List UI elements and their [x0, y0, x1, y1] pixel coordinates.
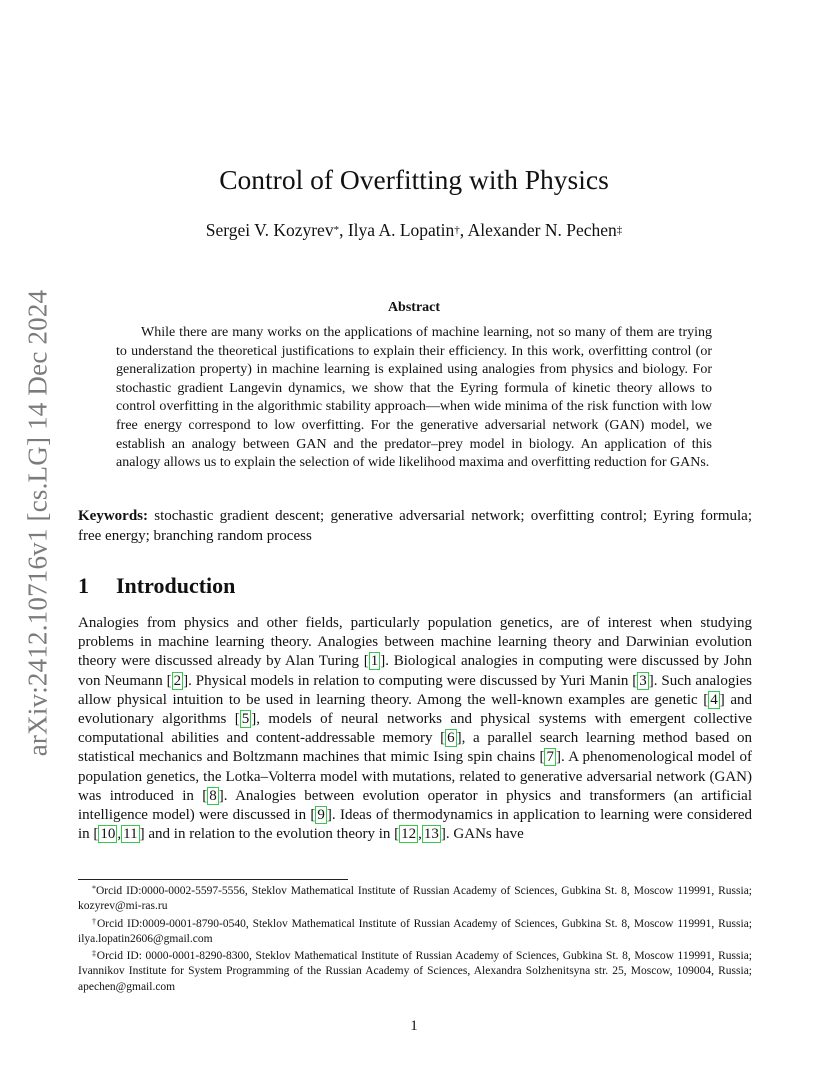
keywords-text: stochastic gradient descent; generative adversarial network; overfitting control; Eyring formula; free energy; branching random process	[78, 508, 753, 544]
footnote-mark: ‡	[92, 949, 97, 959]
citation-link[interactable]: 9	[317, 807, 325, 824]
arxiv-id: arXiv:2412.10716v1 [cs.LG] 14 Dec 2024	[22, 289, 53, 757]
abstract-heading: Abstract	[387, 300, 441, 315]
citation-link[interactable]: 7	[546, 749, 554, 766]
citation-link[interactable]: 6	[447, 730, 455, 747]
intro-text: . Biological analogies in computing were discussed by John von Neumann	[78, 653, 752, 689]
citation-link[interactable]: 5	[241, 711, 250, 728]
page-number: 1	[410, 1018, 418, 1034]
citation-link[interactable]: 11	[123, 826, 138, 843]
citation-link[interactable]: 8	[209, 787, 217, 804]
footnote-mark: †	[92, 916, 97, 926]
footnote-text: Orcid ID:0000-0002-5597-5556, Steklov Mathematical Institute of Russian Academy of Sciences, Gubkina St. 8, Moscow 119991, Russia; kozyrev@mi-ras.ru	[78, 885, 752, 913]
intro-text: . A phenomenological model of population genetics, the Lotka–Volterra model with mutations, related to generative adversarial network (GAN) was introduced in	[78, 749, 752, 804]
arxiv-stamp	[18, 288, 58, 758]
footnote-text: Orcid ID:0009-0001-8790-0540, Steklov Mathematical Institute of Russian Academy of Sciences, Gubkina St. 8, Moscow 119991, Russia; ilya.lopatin2606@gmail.com	[78, 917, 752, 945]
author-name: Ilya A. Lopatin	[347, 220, 455, 240]
citation-link[interactable]: 1	[370, 653, 379, 670]
intro-text: and evolutionary algorithms	[78, 691, 752, 728]
section-title: Introduction	[116, 573, 236, 598]
author-mark: ‡	[616, 224, 623, 236]
citation-link[interactable]: 3	[639, 672, 647, 689]
footnotes	[78, 884, 752, 997]
keywords	[78, 507, 752, 546]
footnote-mark: *	[92, 884, 96, 893]
intro-text: , models of neural networks and physical systems with emergent collective computational abilities and content-addressable memory	[78, 711, 752, 747]
citation-link[interactable]: 2	[173, 672, 182, 689]
footnote-text: Orcid ID: 0000-0001-8290-8300, Steklov Mathematical Institute of Russian Academy of Sciences, Gubkina St. 8, Moscow 119991, Russia; Ivannikov Institute for System Programming of the Russian Academy of Sciences, Alexandra Solzhenitsyna str. 25, Moscow, 109004, Russia; apechen@gmail.com	[78, 950, 753, 993]
author-mark: †	[454, 224, 460, 236]
intro-text: and in relation to the evolution theory in	[144, 826, 395, 843]
paper-title: Control of Overfitting with Physics	[219, 164, 609, 195]
abstract-text: While there are many works on the applications of machine learning, not so many of them are trying to understand the theoretical justifications to explain their efficiency. In this work, overfitting control (or generalization property) in machine learning is explained using analogies from physics and biology. For stochastic gradient Langevin dynamics, we show that the Eyring formula of kinetic theory allows to control overfitting in the algorithmic stability approach—when wide minima of the risk function with low free energy correspond to low overfitting. For the generative adversarial network (GAN) model, we establish an analogy between GAN and the predator–prey model in biology. An application of this analogy allows us to explain the selection of wide likelihood maxima and overfitting reduction for GANs.	[116, 325, 712, 471]
footnote	[78, 917, 752, 948]
author-name: Alexander N. Pechen	[467, 220, 617, 240]
intro-text: . Such analogies allow physical intuition to be used in learning theory. Among the well-known examples are genetic	[78, 672, 752, 708]
author-name: Sergei V. Kozyrev	[205, 220, 334, 240]
intro-text: , a parallel search learning method based on statistical mechanics and Boltzmann machines that mimic Ising spin chains	[78, 730, 752, 766]
intro-text: Analogies from physics and other fields, particularly population genetics, are of interest when studying problems in machine learning theory. Analogies between machine learning theory and Darwinian evolution theory were discussed already by Alan Turing	[78, 615, 752, 670]
intro-text: . GANs have	[445, 826, 524, 843]
citation-link[interactable]: 12	[401, 826, 417, 843]
citation-link[interactable]: 13	[423, 826, 439, 843]
footnote	[78, 949, 752, 995]
intro-paragraph: Analogies from physics and other fields, particularly population genetics, are of interest when studying problems in machine learning theory. Analogies between machine learning theory and Darwinian evolution theory were discussed already by Alan Turing [ 1 ]. Biological analogies in computing were discussed by John von Neumann [ 2 ]. Physical models in relation to computing were discussed by Yuri Manin [ 3 ]. Such analogies allow physical intuition to be used in learning theory. Among the well-known examples are genetic [ 4 ] and evolutionary algorithms [ 5 ], models of neural networks and physical systems with emergent collective computational abilities and content-addressable memory [ 6 ], a parallel search learning method based on statistical mechanics and Boltzmann machines that mimic Ising spin chains [ 7 ]. A phenomenological model of population genetics, the Lotka–Volterra model with mutations, related to generative adversarial network (GAN) was introduced in [ 8 ]. Analogies between evolution operator in physics and transformers (an artificial intelligence model) were discussed in [ 9 ]. Ideas of thermodynamics in application to learning were considered in [ 10 , 11 ] and in relation to the evolution theory in [ 12 , 13 ]. GANs have	[78, 615, 753, 843]
citation-link[interactable]: 4	[710, 691, 718, 708]
citation-link[interactable]: 10	[100, 826, 116, 843]
intro-text: . Analogies between evolution operator in physics and transformers (an artificial intelligence model) were discussed in	[78, 787, 753, 824]
footnote-rule	[78, 879, 348, 880]
section-heading	[78, 573, 235, 599]
author-list: Sergei V. Kozyrev*, Ilya A. Lopatin†, Alexander N. Pechen‡	[205, 220, 623, 240]
footnote	[78, 884, 752, 915]
intro-text: . Ideas of thermodynamics in application to learning were considered in	[78, 807, 753, 843]
section-number: 1	[78, 573, 89, 598]
author-mark: *	[333, 224, 340, 236]
intro-text: . Physical models in relation to computing were discussed by Yuri Manin	[188, 672, 633, 689]
keywords-label: Keywords:	[78, 508, 148, 524]
